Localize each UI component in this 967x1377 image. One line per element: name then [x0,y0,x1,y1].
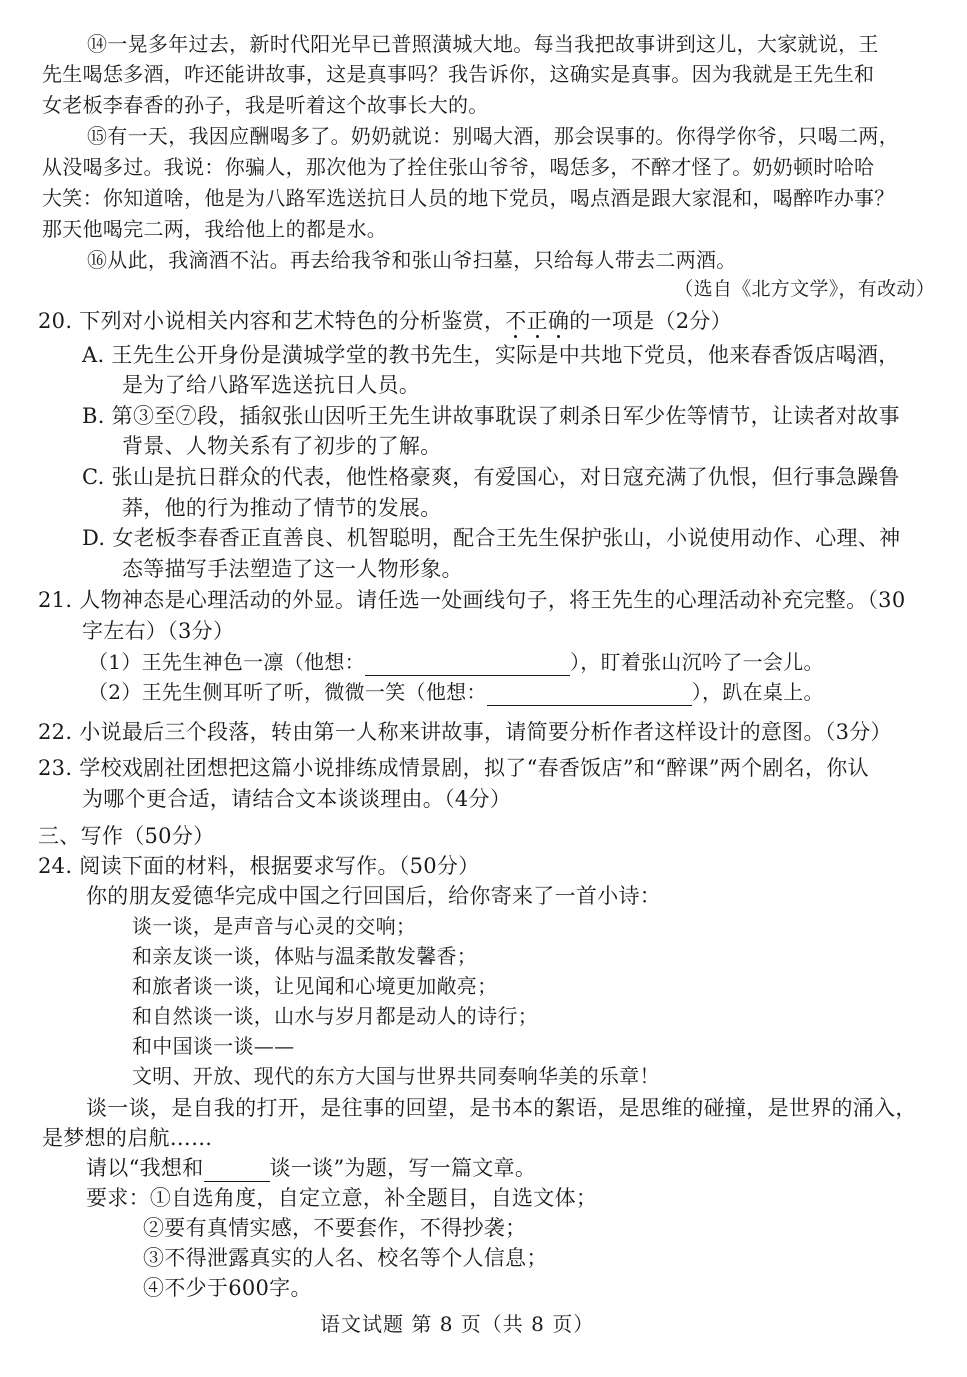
q20-option-a-line1: A. 王先生公开身份是潢城学堂的教书先生，实际是中共地下党员，他来春香饭店喝酒， [82,343,900,367]
story-p14-line3: 女老板李春香的孙子，我是听着这个故事长大的。 [42,93,489,117]
story-p15-line2: 从没喝多过。我说：你骗人，那次他为了拴住张山爷爷，喝恁多，不醉才怪了。奶奶顿时哈哈 [42,155,875,179]
q23-line2: 为哪个更合适，请结合文本谈谈理由。（4分） [82,787,512,811]
q20-option-d-line2: 态等描写手法塑造了这一人物形象。 [122,557,463,581]
story-p15-line4: 那天他喝完二两，我给他上的都是水。 [42,217,388,241]
q24-stem: 24. 阅读下面的材料，根据要求写作。（50分） [38,854,480,878]
q24-requirement-4: ④不少于600字。 [143,1276,312,1300]
q20-option-c-line1: C. 张山是抗日群众的代表，他性格豪爽，有爱国心，对日寇充满了仇恨，但行事急躁鲁 [82,465,900,489]
q24-prompt: 请以“我想和 谈一谈”为题，写一篇文章。 [86,1156,537,1180]
q21-stem-line2: 字左右）（3分） [82,619,235,643]
q24-requirement-1: 要求：①自选角度，自定立意，补全题目，自选文体； [86,1186,598,1210]
q24-para-line2: 是梦想的启航…… [42,1126,213,1150]
page-footer: 语文试题 第 8 页（共 8 页） [320,1312,595,1336]
poem-line-3: 和旅者谈一谈，让见闻和心境更加敞亮； [132,974,498,998]
q24-para-line1: 谈一谈，是自我的打开，是往事的回望，是书本的絮语，是思维的碰撞，是世界的涌入， [86,1096,917,1120]
story-p15-line3: 大笑：你知道啥，他是为八路军选送抗日人员的地下党员，喝点酒是跟大家混和，喝醉咋办事？ [42,186,895,210]
story-p16: ⑯从此，我滴酒不沾。再去给我爷和张山爷扫墓，只给每人带去二两酒。 [87,248,737,272]
q21-stem-line1: 21. 人物神态是心理活动的外显。请任选一处画线句子，将王先生的心理活动补充完整。（30 [38,588,906,612]
story-p14-line2: 先生喝恁多酒，咋还能讲故事，这是真事吗？我告诉你，这确实是真事。因为我就是王先生和 [42,62,875,86]
story-p14-line1: ⑭一晃多年过去，新时代阳光早已普照潢城大地。每当我把故事讲到这儿，大家就说，王 [87,32,879,56]
q20-option-d-line1: D. 女老板李春香正直善良、机智聪明，配合王先生保护张山，小说使用动作、心理、神 [82,526,901,550]
story-source: （选自《北方文学》，有改动） [674,278,935,300]
q20-option-a-line2: 是为了给八路军选送抗日人员。 [122,373,421,397]
section-writing-heading: 三、写作（50分） [38,824,215,848]
q20-stem: 20. 下列对小说相关内容和艺术特色的分析鉴赏，不正确的一项是（2分） [38,309,732,333]
q21-answer-blank-2[interactable] [487,685,692,706]
q21-sentence-1: （1）王先生神色一凛（他想： ），盯着张山沉吟了一会儿。 [88,650,824,674]
story-p15-line1: ⑮有一天，我因应酬喝多了。奶奶就说：别喝大酒，那会误事的。你得学你爷，只喝二两， [87,124,899,148]
q20-option-c-line2: 莽，他的行为推动了情节的发展。 [122,496,442,520]
poem-line-5: 和中国谈一谈—— [132,1034,295,1058]
poem-line-2: 和亲友谈一谈，体贴与温柔散发馨香； [132,944,478,968]
q20-option-b-line2: 背景、人物关系有了初步的了解。 [122,434,442,458]
q24-intro: 你的朋友爱德华完成中国之行回国后，给你寄来了一首小诗： [86,884,662,908]
q20-option-b-line1: B. 第③至⑦段，插叙张山因听王先生讲故事耽误了刺杀日军少佐等情节，让读者对故事 [82,404,900,428]
q24-requirement-3: ③不得泄露真实的人名、校名等个人信息； [143,1246,548,1270]
poem-line-6: 文明、开放、现代的东方大国与世界共同奏响华美的乐章！ [132,1064,660,1088]
q23-line1: 23. 学校戏剧社团想把这篇小说排练成情景剧，拟了“春香饭店”和“醉课”两个剧名，你认 [38,756,869,780]
poem-line-4: 和自然谈一谈，山水与岁月都是动人的诗行； [132,1004,538,1028]
q21-sentence-2: （2）王先生侧耳听了听，微微一笑（他想： ），趴在桌上。 [88,680,824,704]
title-blank[interactable] [204,1161,270,1182]
q21-answer-blank-1[interactable] [365,655,570,676]
q24-requirement-2: ②要有真情实感，不要套作，不得抄袭； [143,1216,527,1240]
poem-line-1: 谈一谈，是声音与心灵的交响； [132,914,417,938]
q22: 22. 小说最后三个段落，转由第一人称来讲故事，请简要分析作者这样设计的意图。（3分） [38,720,892,744]
